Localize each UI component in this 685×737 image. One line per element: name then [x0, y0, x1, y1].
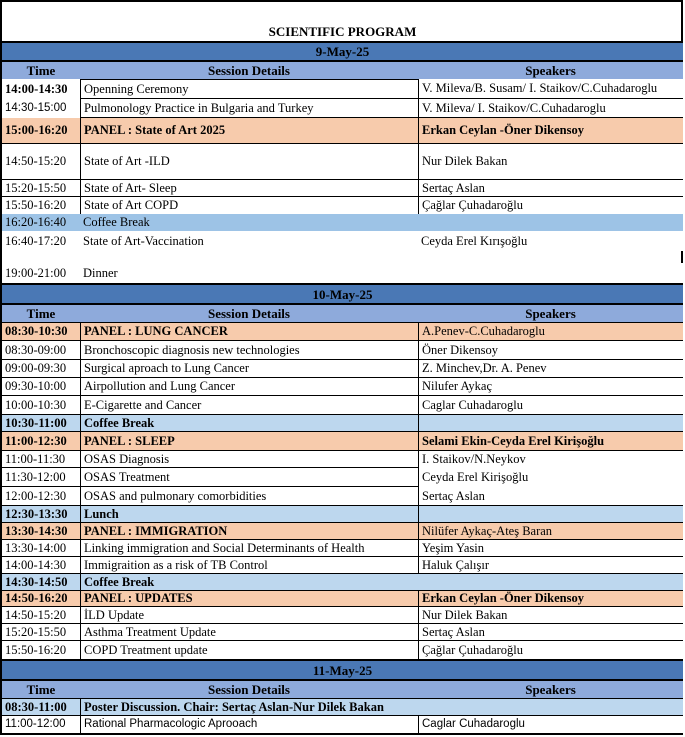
col-time: Time: [26, 63, 56, 78]
session-cell: PANEL : SLEEP: [80, 432, 418, 450]
session-cell: Openning Ceremony: [80, 79, 418, 99]
session-cell: Airpollution and Lung Cancer: [80, 378, 418, 395]
time-cell: 15:50-16:20: [5, 642, 67, 657]
column-header-day2: [2, 305, 683, 322]
speakers-cell: Z. Minchev,Dr. A. Penev: [418, 360, 683, 377]
table-row: [2, 231, 683, 251]
time-cell: 14:30-15:00: [5, 101, 67, 114]
date-label: 11-May-25: [312, 662, 373, 678]
speakers-cell: I. Staikov/N.Neykov: [418, 451, 683, 468]
break-row: [2, 506, 683, 523]
time-cell: 11:00-12:30: [5, 433, 67, 448]
session-cell: PANEL : IMMIGRATION: [80, 523, 418, 539]
session-cell: Immigraition as a risk of TB Control: [80, 557, 418, 573]
session-cell: Coffee Break: [83, 215, 150, 230]
session-cell: State of Art- Sleep: [80, 180, 418, 196]
table-row: [2, 540, 683, 557]
session-cell: State of Art-Vaccination: [83, 233, 204, 248]
page-title: SCIENTIFIC PROGRAM: [268, 24, 417, 39]
speakers-cell: [418, 506, 683, 522]
table-row: [2, 263, 683, 283]
date-bar-day2: [2, 283, 683, 305]
time-cell: 14:50-15:20: [5, 607, 67, 622]
table-row: [2, 487, 683, 506]
speakers-cell: Ceyda Erel Kirişoğlu: [418, 468, 683, 487]
table-row: [2, 144, 683, 180]
session-cell: PANEL : LUNG CANCER: [80, 323, 418, 340]
table-row: [2, 468, 683, 487]
break-row: [2, 698, 683, 716]
col-session: Session Details: [208, 63, 290, 78]
session-cell: OSAS Treatment: [80, 468, 418, 487]
time-cell: 15:00-16:20: [5, 123, 68, 138]
time-cell: 08:30-09:00: [5, 342, 67, 357]
time-cell: 13:30-14:30: [5, 523, 68, 538]
panel-row: [2, 322, 683, 341]
table-row: [2, 624, 683, 641]
date-label: 10-May-25: [312, 286, 373, 302]
speakers-cell: Erkan Ceylan -Öner Dikensoy: [418, 591, 683, 606]
break-row: [2, 415, 683, 432]
col-speakers: Speakers: [525, 682, 576, 697]
time-cell: 08:30-10:30: [5, 324, 68, 339]
speakers-cell: Caglar Cuhadaroglu: [418, 396, 683, 414]
speakers-cell: Çağlar Çuhadaroğlu: [418, 641, 683, 659]
time-cell: 14:00-14:30: [5, 557, 67, 572]
time-cell: 11:30-12:00: [2, 468, 80, 487]
speakers-cell: Erkan Ceylan -Öner Dikensoy: [418, 118, 683, 143]
speakers-cell: [418, 415, 683, 431]
speakers-cell: Öner Dikensoy: [418, 341, 683, 359]
time-cell: 13:30-14:00: [5, 540, 67, 555]
time-cell: 15:50-16:20: [5, 198, 67, 213]
session-cell: State of Art -ILD: [80, 144, 418, 179]
session-cell: Rational Pharmacologic Aprooach: [80, 716, 418, 733]
date-bar-day3: [2, 659, 683, 681]
speakers-cell: V. Mileva/ I. Staikov/C.Cuhadaroglu: [418, 99, 683, 118]
session-cell: Pulmonology Practice in Bulgaria and Turkey: [80, 99, 418, 118]
time-cell: 12:00-12:30: [5, 488, 67, 503]
session-cell: Bronchoscopic diagnosis new technologies: [80, 341, 418, 359]
time-cell: 09:30-10:00: [5, 379, 67, 394]
time-cell: 11:00-11:30: [2, 451, 80, 468]
session-cell: Surgical aproach to Lung Cancer: [80, 360, 418, 377]
col-session: Session Details: [208, 682, 290, 697]
table-row: [2, 360, 683, 378]
speakers-cell: Yeşim Yasin: [418, 540, 683, 556]
time-cell: 11:00-12:00: [5, 717, 66, 730]
session-cell: State of Art COPD: [80, 197, 418, 214]
table-row: [2, 451, 683, 468]
time-cell: 10:00-10:30: [5, 397, 67, 412]
speakers-cell: Sertaç Aslan: [418, 180, 683, 196]
speakers-cell: Nur Dilek Bakan: [418, 144, 683, 179]
speakers-cell: Haluk Çalışır: [418, 557, 683, 573]
table-row: [2, 79, 683, 99]
speakers-cell: Sertaç Aslan: [418, 487, 683, 505]
col-time: Time: [26, 682, 56, 697]
time-cell: 09:00-09:30: [5, 361, 67, 376]
session-cell: Poster Discussion. Chair: Sertaç Aslan-Nur Dilek Bakan: [80, 699, 683, 715]
table-row: [2, 180, 683, 197]
time-cell: 08:30-11:00: [5, 699, 67, 714]
session-cell: E-Cigarette and Cancer: [80, 396, 418, 414]
table-row: [2, 197, 683, 214]
time-cell: 16:20-16:40: [5, 215, 67, 230]
column-header-day1: [2, 62, 683, 79]
session-cell: Asthma Treatment Update: [80, 624, 418, 640]
break-row: [2, 574, 683, 591]
table-row: [2, 557, 683, 574]
time-cell: 15:20-15:50: [5, 180, 67, 195]
time-cell: 14:50-15:20: [5, 154, 67, 169]
col-session: Session Details: [208, 306, 290, 321]
time-cell: 19:00-21:00: [5, 265, 67, 280]
session-cell: Lunch: [80, 506, 418, 522]
time-cell: 10:30-11:00: [5, 415, 67, 430]
col-speakers: Speakers: [525, 306, 576, 321]
speakers-cell: Nilüfer Aykaç-Ateş Baran: [418, 523, 683, 539]
session-cell: Coffee Break: [80, 415, 418, 431]
speakers-cell: Nilufer Aykaç: [418, 378, 683, 395]
session-cell: COPD Treatment update: [80, 641, 418, 659]
speakers-cell: Ceyda Erel Kırışoğlu: [421, 233, 528, 248]
speakers-cell: Sertaç Aslan: [418, 624, 683, 640]
speakers-cell: V. Mileva/B. Susam/ I. Staikov/C.Cuhadaroglu: [418, 79, 683, 99]
session-cell: PANEL : UPDATES: [80, 591, 418, 606]
session-cell: OSAS Diagnosis: [80, 451, 418, 468]
speakers-cell: Nur Dilek Bakan: [418, 607, 683, 623]
column-header-day3: [2, 681, 683, 698]
table-row: [2, 341, 683, 360]
time-cell: 16:40-17:20: [5, 233, 67, 248]
time-cell: 15:20-15:50: [5, 624, 67, 639]
time-cell: 14:00-14:30: [5, 81, 68, 96]
time-cell: 12:30-13:30: [5, 506, 68, 521]
break-row: [2, 214, 683, 231]
table-row: [2, 378, 683, 396]
session-cell: Dinner: [83, 265, 118, 280]
speakers-cell: Caglar Cuhadaroglu: [418, 716, 683, 733]
table-row: [2, 99, 683, 118]
table-row: [2, 641, 683, 659]
speakers-cell: A.Penev-C.Cuhadaroglu: [418, 323, 683, 340]
table-row: [2, 396, 683, 415]
date-bar-day1: [2, 41, 683, 62]
col-speakers: Speakers: [525, 63, 576, 78]
panel-row: [2, 432, 683, 451]
table-row: [2, 607, 683, 624]
speakers-cell: Selami Ekin-Ceyda Erel Kirişoğlu: [418, 432, 683, 450]
table-row: [2, 716, 683, 733]
panel-row: [2, 118, 683, 144]
col-time: Time: [26, 306, 56, 321]
session-cell: OSAS and pulmonary comorbidities: [80, 487, 418, 505]
panel-row: [2, 523, 683, 540]
panel-row: [2, 591, 683, 607]
session-cell: PANEL : State of Art 2025: [80, 118, 418, 143]
time-cell: 14:50-16:20: [5, 591, 68, 606]
speakers-cell: Çağlar Çuhadaroğlu: [418, 197, 683, 214]
date-label: 9-May-25: [315, 44, 370, 59]
session-cell: Coffee Break: [80, 574, 683, 590]
session-cell: İLD Update: [80, 607, 418, 623]
session-cell: Linking immigration and Social Determinants of Health: [80, 540, 418, 556]
time-cell: 14:30-14:50: [5, 574, 68, 589]
